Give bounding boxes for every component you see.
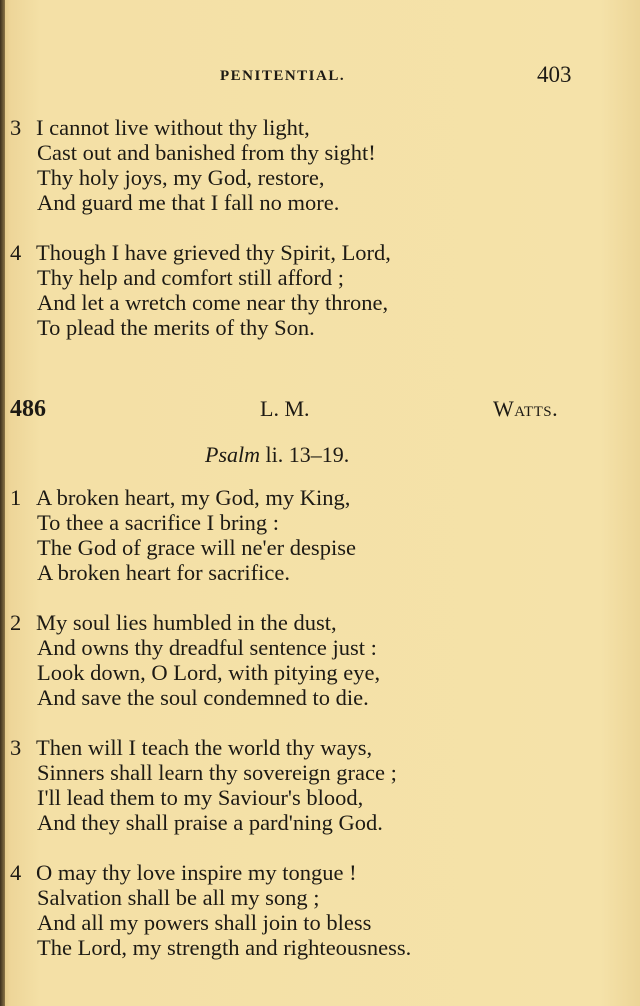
- verse-text: Sinners shall learn thy sovereign grace ;: [37, 760, 397, 785]
- verse-text: Thy holy joys, my God, restore,: [37, 165, 325, 190]
- stanza-number: 4: [10, 240, 22, 265]
- verse-text: I'll lead them to my Saviour's blood,: [37, 785, 364, 810]
- verse-text: A broken heart, my God, my King,: [36, 485, 351, 510]
- stanza-number: 3: [10, 115, 22, 140]
- stanza-number: 2: [10, 610, 22, 635]
- stanza-line: [0, 190, 620, 215]
- verse-text: And save the soul condemned to die.: [37, 685, 369, 710]
- verse-text: The Lord, my strength and righteousness.: [37, 935, 412, 960]
- stanza-line: [0, 885, 620, 910]
- continued-stanza-3: [0, 115, 620, 215]
- hymn-header: [0, 396, 640, 426]
- verse-text: And they shall praise a pard'ning God.: [37, 810, 383, 835]
- verse-text: O may thy love inspire my tongue !: [36, 860, 357, 885]
- stanza-line: [0, 760, 620, 785]
- verse-text: A broken heart for sacrifice.: [37, 560, 291, 585]
- hymn-author: Watts.: [493, 396, 559, 421]
- stanza-number: 1: [10, 485, 22, 510]
- verse-text: The God of grace will ne'er despise: [37, 535, 356, 560]
- continued-stanza-4: [0, 240, 620, 340]
- stanza-line: [0, 735, 620, 760]
- verse-text: And owns thy dreadful sentence just :: [37, 635, 377, 660]
- stanza-line: [0, 510, 620, 535]
- scripture-reference: [205, 442, 349, 468]
- verse-text: And all my powers shall join to bless: [37, 910, 372, 935]
- stanza-line: [0, 860, 620, 885]
- stanza-line: [0, 115, 620, 140]
- stanza-line: [0, 240, 620, 265]
- scripture-book: Psalm: [205, 442, 260, 467]
- stanza-line: [0, 535, 620, 560]
- section-title: PENITENTIAL.: [220, 68, 346, 84]
- verse-text: To plead the merits of thy Son.: [37, 315, 315, 340]
- running-head: [0, 62, 640, 92]
- stanza-line: [0, 265, 620, 290]
- verse-text: To thee a sacrifice I bring :: [37, 510, 280, 535]
- verse-text: My soul lies humbled in the dust,: [36, 610, 337, 635]
- stanza-line: [0, 935, 620, 960]
- stanza-line: [0, 910, 620, 935]
- hymn-stanza-4: [0, 860, 620, 960]
- stanza-number: 3: [10, 735, 22, 760]
- stanza-line: [0, 810, 620, 835]
- verse-text: And guard me that I fall no more.: [37, 190, 340, 215]
- hymn-number: 486: [10, 396, 46, 422]
- verse-text: And let a wretch come near thy throne,: [37, 290, 389, 315]
- stanza-line: [0, 290, 620, 315]
- stanza-line: [0, 485, 620, 510]
- verse-text: Salvation shall be all my song ;: [37, 885, 320, 910]
- verse-text: Look down, O Lord, with pitying eye,: [37, 660, 381, 685]
- scripture-chapter-verses: li. 13–19.: [260, 442, 350, 467]
- page-number: 403: [537, 62, 572, 87]
- verse-text: I cannot live without thy light,: [36, 115, 310, 140]
- verse-text: Thy help and comfort still afford ;: [37, 265, 345, 290]
- stanza-number: 4: [10, 860, 22, 885]
- stanza-line: [0, 560, 620, 585]
- verse-text: Then will I teach the world thy ways,: [36, 735, 373, 760]
- verse-text: Though I have grieved thy Spirit, Lord,: [36, 240, 391, 265]
- stanza-line: [0, 685, 620, 710]
- hymn-stanza-1: [0, 485, 620, 585]
- verse-text: Cast out and banished from thy sight!: [37, 140, 376, 165]
- stanza-line: [0, 165, 620, 190]
- stanza-line: [0, 315, 620, 340]
- stanza-line: [0, 635, 620, 660]
- hymn-meter: L. M.: [260, 396, 310, 421]
- stanza-line: [0, 610, 620, 635]
- hymn-stanza-3: [0, 735, 620, 835]
- stanza-line: [0, 660, 620, 685]
- stanza-line: [0, 140, 620, 165]
- stanza-line: [0, 785, 620, 810]
- hymn-stanza-2: [0, 610, 620, 710]
